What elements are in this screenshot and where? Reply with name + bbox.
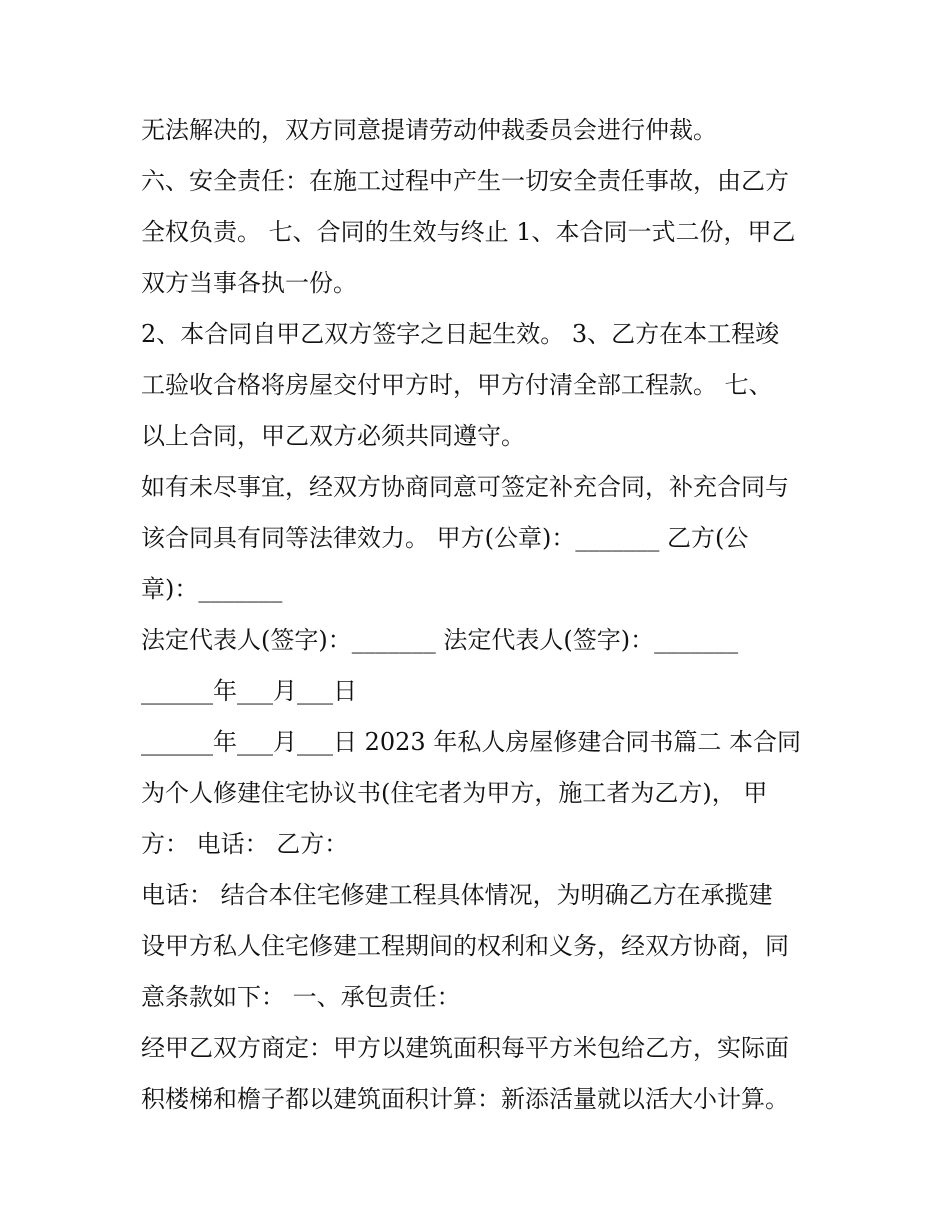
text-line: 意条款如下： 一、承包责任： [141, 983, 461, 1011]
text-line: 全权负责。 七、合同的生效与终止 1、本合同一式二份，甲乙 [141, 218, 796, 246]
text-line: 如有未尽事宜，经双方协商同意可签定补充合同，补充合同与 [141, 473, 789, 501]
text-line: 经甲乙双方商定：甲方以建筑面积每平方米包给乙方，实际面 [141, 1034, 789, 1062]
text-line: ______年___月___日 2023 年私人房屋修建合同书篇二 本合同 [141, 728, 801, 756]
text-line: 六、安全责任：在施工过程中产生一切安全责任事故，由乙方 [141, 167, 789, 195]
text-line: 设甲方私人住宅修建工程期间的权利和义务，经双方协商，同 [141, 932, 789, 960]
text-line: 为个人修建住宅协议书(住宅者为甲方，施工者为乙方)， 甲 [141, 779, 768, 807]
text-line: 无法解决的，双方同意提请劳动仲裁委员会进行仲裁。 [141, 116, 717, 144]
text-line: 工验收合格将房屋交付甲方时，甲方付清全部工程款。 七、 [141, 371, 773, 399]
text-line: 双方当事各执一份。 [141, 269, 357, 297]
text-line: 章)：_______ [141, 575, 283, 603]
contract-text-body [141, 105, 821, 1125]
text-line: ______年___月___日 [141, 677, 357, 705]
text-line: 2、本合同自甲乙双方签字之日起生效。 3、乙方在本工程竣 [141, 320, 780, 348]
text-line: 方： 电话： 乙方： [141, 830, 349, 858]
text-line: 电话： 结合本住宅修建工程具体情况，为明确乙方在承揽建 [141, 881, 773, 909]
text-line: 积楼梯和檐子都以建筑面积计算：新添活量就以活大小计算。 [141, 1085, 789, 1113]
text-line: 以上合同，甲乙双方必须共同遵守。 [141, 422, 525, 450]
text-line: 法定代表人(签字)：_______ 法定代表人(签字)：_______ [141, 626, 739, 654]
text-line: 该合同具有同等法律效力。 甲方(公章)：_______ 乙方(公 [141, 524, 749, 552]
